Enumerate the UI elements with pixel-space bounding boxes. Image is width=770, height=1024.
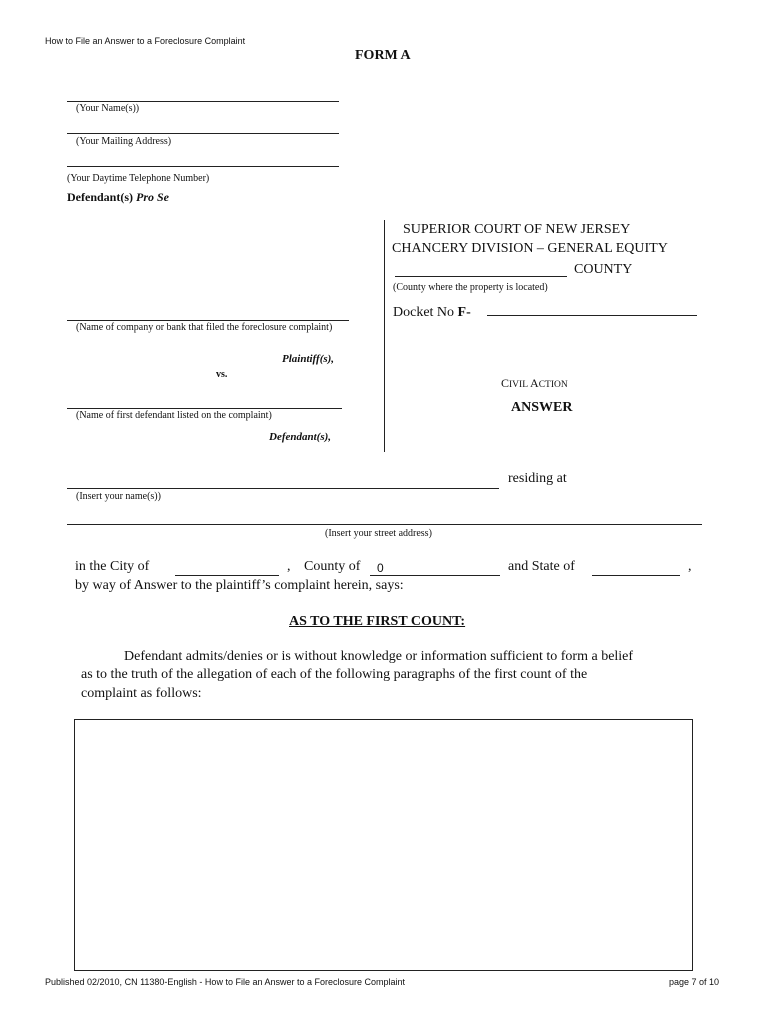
- docket-f: F-: [457, 305, 471, 320]
- civil-action: [501, 376, 568, 391]
- answer-title: ANSWER: [511, 400, 573, 415]
- pro-se-label: Pro Se: [136, 190, 169, 204]
- state-field[interactable]: [592, 575, 680, 576]
- county-label: (County where the property is located): [393, 282, 548, 293]
- first-defendant-label: (Name of first defendant listed on the complaint): [76, 410, 272, 421]
- insert-name-field[interactable]: [67, 488, 499, 489]
- first-count-line-1: Defendant admits/denies or is without knowledge or information sufficient to form a belief: [124, 649, 634, 664]
- vs-label: vs.: [216, 369, 228, 380]
- docket-number: [393, 305, 471, 321]
- first-count-line-2: as to the truth of the allegation of each of the following paragraphs of the first count of the: [81, 667, 588, 682]
- first-count-response-box[interactable]: [74, 719, 693, 971]
- county-of-value: 0: [377, 561, 384, 575]
- comma-2: ,: [688, 559, 692, 574]
- county-of-field[interactable]: [370, 575, 500, 576]
- action-a: A: [530, 376, 539, 390]
- comma-1: ,: [287, 559, 291, 574]
- your-name-field[interactable]: [67, 101, 339, 102]
- footer-publication: Published 02/2010, CN 11380-English - How to File an Answer to a Foreclosure Complaint: [45, 977, 406, 987]
- telephone-label: (Your Daytime Telephone Number): [67, 173, 210, 184]
- county-field[interactable]: [395, 276, 567, 277]
- your-name-label: (Your Name(s)): [76, 103, 140, 114]
- street-address-label: (Insert your street address): [325, 528, 432, 539]
- city-field[interactable]: [175, 575, 279, 576]
- county-prefix: County of: [304, 559, 361, 574]
- civil-c: C: [501, 376, 510, 390]
- first-count-line-3: complaint as follows:: [81, 686, 202, 701]
- header-note: How to File an Answer to a Foreclosure Complaint: [45, 36, 246, 46]
- telephone-field[interactable]: [67, 166, 339, 167]
- plaintiff-name-label: (Name of company or bank that filed the foreclosure complaint): [76, 322, 333, 333]
- docket-number-field[interactable]: [487, 315, 697, 316]
- plaintiff-role: Plaintiff(s),: [282, 353, 335, 365]
- street-address-field[interactable]: [67, 524, 702, 525]
- plaintiff-name-field[interactable]: [67, 320, 349, 321]
- defendant-prefix: Defendant(s): [67, 190, 133, 204]
- defendant-role: Defendant(s),: [269, 431, 332, 443]
- first-defendant-field[interactable]: [67, 408, 342, 409]
- civil-rest: IVIL: [509, 380, 531, 390]
- court-line-2: CHANCERY DIVISION – GENERAL EQUITY: [392, 241, 668, 256]
- first-count-heading: AS TO THE FIRST COUNT:: [289, 614, 466, 629]
- action-rest: CTION: [538, 380, 568, 390]
- answer-intro-line: by way of Answer to the plaintiff’s complaint herein, says:: [75, 578, 404, 593]
- mailing-address-field[interactable]: [67, 133, 339, 134]
- residing-at: residing at: [508, 471, 567, 486]
- defendant-pro-se: [67, 190, 169, 205]
- caption-divider: [384, 220, 385, 452]
- docket-prefix: Docket No: [393, 305, 458, 320]
- mailing-address-label: (Your Mailing Address): [76, 136, 172, 147]
- city-prefix: in the City of: [75, 559, 150, 574]
- court-line-1: SUPERIOR COURT OF NEW JERSEY: [403, 222, 631, 237]
- form-title: FORM A: [355, 48, 411, 63]
- county-word: COUNTY: [574, 262, 633, 277]
- state-prefix: and State of: [508, 559, 575, 574]
- footer-page-number: page 7 of 10: [669, 977, 720, 987]
- insert-name-label: (Insert your name(s)): [76, 491, 161, 502]
